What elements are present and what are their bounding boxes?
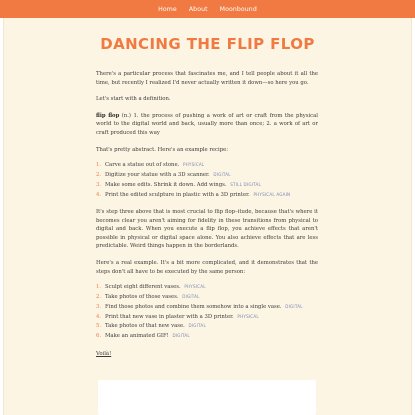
list-item <box>96 313 318 322</box>
status-tag: DIGITAL <box>285 303 303 309</box>
list-item <box>96 332 318 341</box>
list-item <box>96 303 318 312</box>
animated-gif-embed <box>98 380 316 415</box>
list-item <box>96 181 318 190</box>
recipe-list-1 <box>96 161 318 199</box>
list-text: Find those photos and combine them somehow into a single vase. <box>105 303 282 310</box>
list-number: 1. <box>96 284 102 291</box>
status-tag: DIGITAL <box>188 323 206 329</box>
list-item <box>96 161 318 170</box>
list-number: 3. <box>96 303 102 310</box>
list-item <box>96 322 318 331</box>
definition-paragraph <box>96 112 318 138</box>
intro-definition-lead: Let's start with a definition. <box>96 96 171 103</box>
page-title: DANCING THE FLIP FLOP <box>100 35 315 53</box>
nav-about-link[interactable]: About <box>188 5 208 13</box>
definition-text: (n.) 1. the process of pushing a work of art or craft from the physical world to the digital world and back, usually more than once; 2. a work of art or craft produced this way <box>96 112 319 136</box>
list-number: 1. <box>96 162 102 169</box>
list-item <box>96 191 318 200</box>
list-number: 2. <box>96 294 102 301</box>
list-number: 2. <box>96 171 102 178</box>
nav-moonbound-link[interactable]: Moonbound <box>219 5 257 13</box>
list-text: Sculpt eight different vases. <box>105 284 181 291</box>
list-number: 4. <box>96 191 102 198</box>
list-number: 3. <box>96 181 102 188</box>
list-number: 6. <box>96 333 102 340</box>
list-text: Make some edits. Shrink it down. Add wings. <box>105 181 227 188</box>
list-item <box>96 283 318 292</box>
list-number: 5. <box>96 323 102 330</box>
list-text: Take photos of those vases. <box>105 294 179 301</box>
status-tag: PHYSICAL <box>184 284 206 290</box>
recipe-list-2 <box>96 283 318 341</box>
step-three-paragraph: It's step three above that is most crucial to flip flop–itude, because that's where it becomes clear you aren't aiming for fidelity in these transitions from physical to digital and back. When you execute a flip flop, you achieve effects that aren't possible in physical or digital space alone. You also achieve effects that are less predictable. Weird things happen in the borderlands. <box>96 209 318 250</box>
status-tag: DIGITAL <box>213 171 231 177</box>
abstract-paragraph: That's pretty abstract. Here's an example recipe: <box>96 146 229 153</box>
list-number: 4. <box>96 313 102 320</box>
list-text: Print the edited sculpture in plastic with a 3D printer. <box>105 191 250 198</box>
status-tag: DIGITAL <box>172 333 190 339</box>
status-tag: PHYSICAL AGAIN <box>253 191 291 197</box>
article-body <box>96 70 318 366</box>
list-item <box>96 293 318 302</box>
status-tag: PHYSICAL <box>182 162 205 168</box>
status-tag: DIGITAL <box>182 294 200 300</box>
list-text: Print that new vase in plaster with a 3D printer. <box>105 313 234 320</box>
nav-home-link[interactable]: Home <box>158 5 177 13</box>
top-nav <box>0 0 415 18</box>
intro-paragraph: There's a particular process that fascinates me, and I tell people about it all the time, but recently I realized I'd never actually written it down—so here you go. <box>96 71 318 86</box>
list-item <box>96 171 318 180</box>
definition-term: flip flop <box>96 112 120 119</box>
list-text: Carve a statue out of stone. <box>105 162 180 169</box>
real-example-paragraph: Here's a real example. It's a bit more complicated, and it demonstrates that the steps don't all have to be executed by the same person: <box>96 260 318 275</box>
list-text: Take photos of that new vase. <box>105 323 185 330</box>
status-tag: STILL DIGITAL <box>230 181 261 187</box>
voila-paragraph <box>96 350 318 359</box>
list-text: Digitize your statue with a 3D scanner. <box>105 171 210 178</box>
voila-link[interactable]: Voilà! <box>96 350 112 357</box>
list-text: Make an animated GIF! <box>105 333 169 340</box>
status-tag: PHYSICAL <box>237 313 259 319</box>
